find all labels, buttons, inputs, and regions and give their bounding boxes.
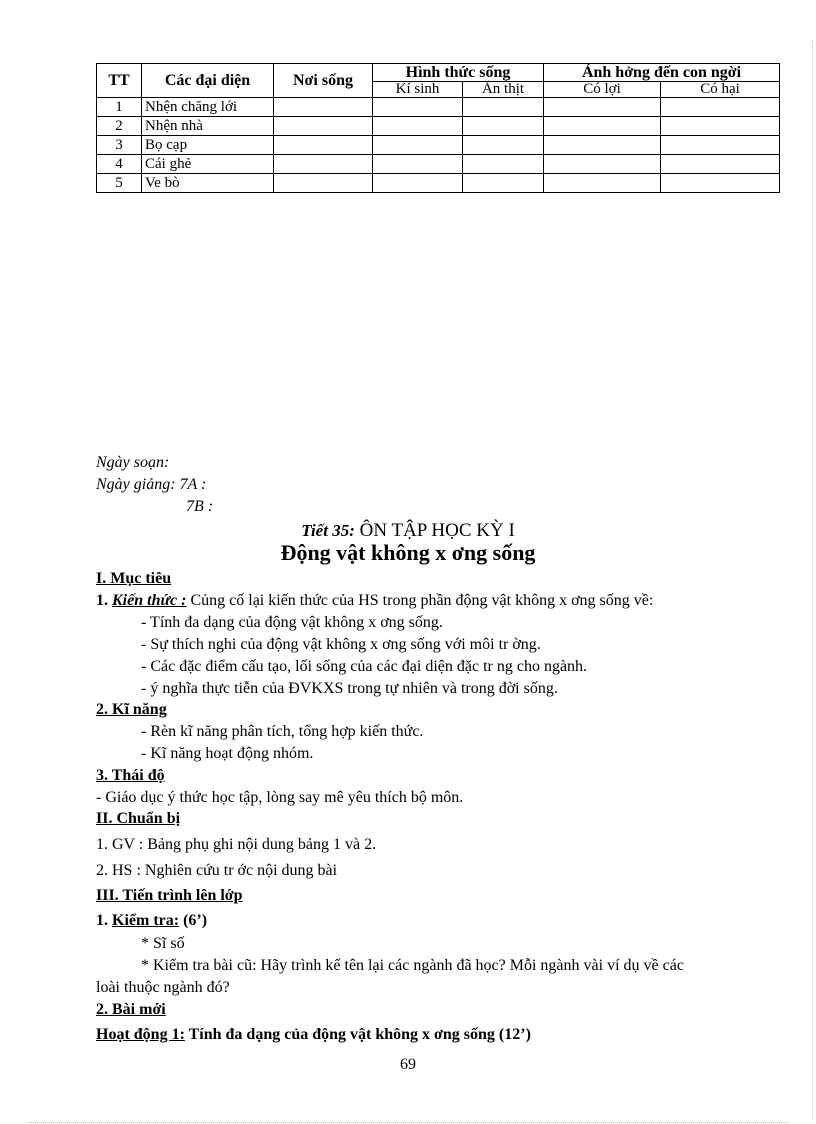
subheader-co-hai: Có hại [661,82,780,98]
kiem-tra-num: 1. [96,912,112,929]
table-row [97,136,780,155]
kiem-tra-line [96,912,207,930]
row-number: 3 [97,136,142,155]
header-hinh-thuc-song: Hình thức sống [373,64,544,82]
table-row [97,117,780,136]
row-name: Cái ghẻ [142,155,274,174]
ki-nang-item: - Kĩ năng hoạt động nhóm. [141,745,314,762]
row-name: Nhện chăng lới [142,98,274,117]
si-so: * Sĩ số [141,935,185,952]
section-muc-tieu: I. Mục tiêu [96,570,172,587]
kien-thuc-label: Kiến thức : [112,592,187,609]
row-number: 4 [97,155,142,174]
row-name: Nhện nhà [142,117,274,136]
ki-nang-item: - Rèn kĩ năng phân tích, tổng hợp kiến thức. [141,723,424,740]
kien-thuc-line [96,592,653,610]
tiet-number: Tiết 35: [301,521,355,540]
section-tien-trinh: III. Tiến trình lên lớp [96,887,243,904]
kien-thuc-item: - Sự thích nghi của động vật không x ơng sống với môi tr ờng. [141,636,541,653]
header-anh-huong: Ảnh hởng đến con ngời [544,64,780,82]
kiem-tra-bai-cu-cont: loài thuộc ngành đó? [96,979,230,996]
section-bai-moi: 2. Bài mới [96,1001,166,1018]
table-row [97,98,780,117]
table-row [97,155,780,174]
row-name: Bọ cạp [142,136,274,155]
row-number: 5 [97,174,142,193]
row-number: 1 [97,98,142,117]
on-tap-title: ÔN TẬP HỌC KỲ I [354,520,515,541]
kien-thuc-text: Củng cố lại kiến thức của HS trong phần động vật không x ơng sống về: [186,592,654,609]
header-noi-song: Nơi sống [274,64,373,98]
lesson-subtitle: Động vật không x ơng sống [280,540,536,565]
chuan-bi-hs: 2. HS : Nghiên cứu tr ớc nội dung bài [96,862,338,879]
table-row [97,174,780,193]
ngay-soan: Ngày soạn: [96,454,170,471]
hoat-dong-line [96,1026,531,1044]
header-dai-dien: Các đại diện [142,64,274,98]
page-number: 69 [400,1056,416,1073]
class-7b: 7B : [186,498,214,515]
kien-thuc-item: - ý nghĩa thực tiễn của ĐVKXS trong tự nhiên và trong đời sống. [141,680,558,697]
kien-thuc-item: - Các đặc điểm cấu tạo, lối sống của các đại diện đặc tr ng cho ngành. [141,658,588,675]
kiem-tra-label: Kiểm tra: [112,912,180,929]
header-tt: TT [97,64,142,98]
hoat-dong-text: Tính đa dạng của động vật không x ơng sống (12’) [184,1026,531,1043]
hoat-dong-label: Hoạt động 1: [96,1026,185,1043]
chuan-bi-gv: 1. GV : Bảng phụ ghi nội dung bảng 1 và 2. [96,836,377,853]
section-chuan-bi: II. Chuẩn bị [96,810,181,827]
right-dotted-line [812,40,814,1120]
section-ki-nang: 2. Kĩ năng [96,701,167,718]
subheader-an-thit: Ăn thịt [463,82,544,98]
kiem-tra-time: (6’) [179,912,208,929]
subheader-co-loi: Có lợi [544,82,661,98]
kiem-tra-bai-cu: * Kiểm tra bài cũ: Hãy trình kể tên lại các ngành đã học? Mỗi ngành vài ví dụ về các [141,957,684,974]
kien-thuc-num: 1. [96,592,112,609]
comparison-table [96,63,780,193]
kien-thuc-item: - Tính đa dạng của động vật không x ơng sống. [141,614,443,631]
subheader-ki-sinh: Kí sinh [373,82,463,98]
section-thai-do: 3. Thái độ [96,767,165,784]
row-name: Ve bò [142,174,274,193]
ngay-giang: Ngày giảng: 7A : [96,476,207,493]
thai-do-item: - Giáo dục ý thức học tập, lòng say mê yêu thích bộ môn. [96,789,464,806]
lesson-title [0,520,816,542]
row-number: 2 [97,117,142,136]
